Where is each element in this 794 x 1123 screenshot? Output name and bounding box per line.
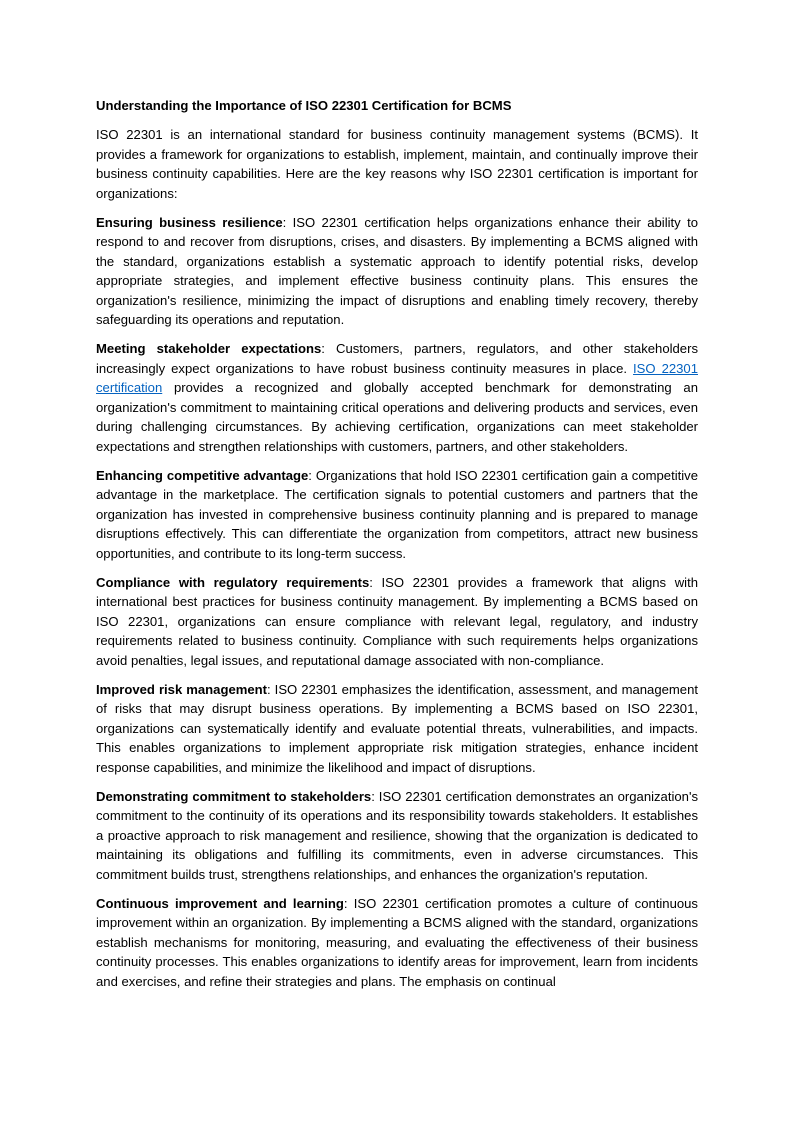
document-title: Understanding the Importance of ISO 22301 Certification for BCMS [96, 98, 512, 113]
section-heading: Demonstrating commitment to stakeholders [96, 789, 372, 804]
section-heading: Enhancing competitive advantage [96, 467, 309, 483]
section-text: : Organizations that hold ISO 22301 certification gain a competitive advantage in the marketplace. The certification signals to potential customers and partners that the organization has invested in comprehensive business continuity planning and is prepared to manage disruptions effectively. This can differentiate the organization from competitors, attract new business opportunities, and contribute to its long-term success. [96, 467, 699, 561]
section-text: : ISO 22301 certification helps organizations enhance their ability to respond to and recover from disruptions, crises, and disasters. By implementing a BCMS aligned with the standard, organizations establish a systematic approach to identify potential risks, develop appropriate strategies, and implement effective business continuity plans. This ensures the organization's resilience, minimizing the impact of disruptions and enabling timely recovery, thereby safeguarding its operations and reputation. [96, 215, 698, 328]
iso-certification-link[interactable]: ISO 22301 certification [96, 360, 698, 396]
section-paragraph-risk-management [96, 680, 698, 777]
section-heading: Meeting stakeholder expectations [96, 341, 322, 357]
section-text: : ISO 22301 provides a framework that aligns with international best practices for business continuity management. By implementing a BCMS based on ISO 22301, organizations can ensure compliance with relevant legal, regulatory, and industry requirements related to business continuity. Compliance with such requirements helps organizations avoid penalties, legal issues, and reputational damage associated with non-compliance. [96, 574, 698, 668]
section-heading: Ensuring business resilience [96, 215, 283, 231]
section-heading: Compliance with regulatory requirements [96, 574, 370, 590]
section-paragraph-competitive-advantage [96, 466, 698, 563]
section-text: : ISO 22301 certification demonstrates an organization's commitment to the continuity of its operations and its responsibility towards stakeholders. It establishes a proactive approach to risk management and resilience, showing that the organization is dedicated to maintaining its obligations and fulfilling its commitments, even in adverse circumstances. This commitment builds trust, strengthens relationships, and enhances the organization's reputation. [96, 789, 698, 882]
section-text: : ISO 22301 emphasizes the identification, assessment, and management of risks that may disrupt business operations. By implementing a BCMS based on ISO 22301, organizations can systematically identify and evaluate potential threats, vulnerabilities, and impacts. This enables organizations to implement appropriate risk mitigation strategies, enhance incident response capabilities, and minimize the likelihood and impact of disruptions. [96, 681, 698, 775]
section-heading: Improved risk management [96, 681, 268, 697]
section-paragraph-stakeholder-commitment [96, 787, 698, 884]
section-paragraph-continuous-improvement [96, 894, 698, 991]
section-paragraph-resilience [96, 213, 698, 329]
section-text: : Customers, partners, regulators, and other stakeholders increasingly expect organizations to have robust business continuity measures in place. [96, 341, 698, 376]
section-paragraph-stakeholder-expectations [96, 339, 698, 455]
section-text: provides a recognized and globally accepted benchmark for demonstrating an organization's commitment to maintaining critical operations and delivering products and services, even during challenging circumstances. By achieving certification, organizations can meet stakeholder expectations and strengthen relationships with customers, partners, and other stakeholders. [96, 380, 698, 454]
document-page [96, 96, 698, 1001]
section-heading: Continuous improvement and learning [96, 896, 344, 912]
intro-paragraph: ISO 22301 is an international standard for business continuity management systems (BCMS). It provides a framework for organizations to establish, implement, maintain, and continually improve their business continuity capabilities. Here are the key reasons why ISO 22301 certification is important for organizations: [96, 127, 698, 201]
section-text: : ISO 22301 certification promotes a culture of continuous improvement within an organization. By implementing a BCMS aligned with the standard, organizations establish mechanisms for monitoring, measuring, and evaluating the effectiveness of their business continuity processes. This enables organizations to identify areas for improvement, learn from incidents and exercises, and refine their strategies and plans. The emphasis on continual [96, 896, 698, 989]
section-paragraph-regulatory-compliance [96, 573, 698, 670]
